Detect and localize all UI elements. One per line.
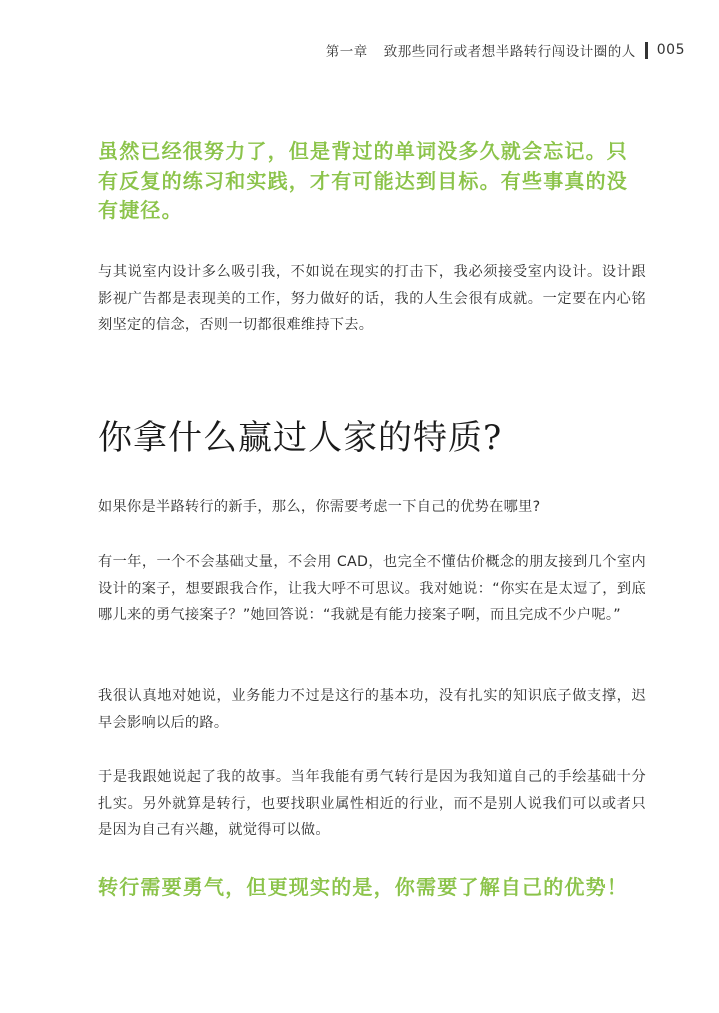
chapter-label: 第一章: [325, 44, 368, 60]
body-paragraph-4: 我很认真地对她说，业务能力不过是这行的基本功，没有扎实的知识底子做支撑，迟早会影响以后的路。: [98, 688, 646, 731]
header-divider: [645, 42, 648, 59]
body-paragraph-1: 与其说室内设计多么吸引我，不如说在现实的打击下，我必须接受室内设计。设计跟影视广告都是表现美的工作，努力做好的话，我的人生会很有成就。一定要在内心铭刻坚定的信念，否则一切都很难维持下去。: [98, 264, 646, 333]
section-heading: 你拿什么赢过人家的特质?: [98, 418, 503, 458]
pull-quote-top: 虽然已经很努力了，但是背过的单词没多久就会忘记。只有反复的练习和实践，才有可能达到目标。有些事真的没有捷径。: [98, 139, 628, 222]
chapter-title: 致那些同行或者想半路转行闯设计圈的人: [383, 44, 636, 60]
body-paragraph-3: 有一年，一个不会基础丈量，不会用 CAD，也完全不懂估价概念的朋友接到几个室内设计的案子，想要跟我合作，让我大呼不可思议。我对她说：“你实在是太逗了，到底哪儿来的勇气接案子？”她回答说：“我就是有能力接案子啊，而且完成不少户呢。”: [98, 554, 646, 623]
body-paragraph-2: 如果你是半路转行的新手，那么，你需要考虑一下自己的优势在哪里?: [98, 499, 541, 515]
running-header: [326, 40, 685, 60]
pull-quote-bottom: 转行需要勇气，但更现实的是，你需要了解自己的优势！: [98, 875, 628, 899]
body-paragraph-5: 于是我跟她说起了我的故事。当年我能有勇气转行是因为我知道自己的手绘基础十分扎实。另外就算是转行，也要找职业属性相近的行业，而不是别人说我们可以或者只是因为自己有兴趣，就觉得可以做。: [98, 769, 646, 838]
page-number: 005: [656, 42, 685, 58]
